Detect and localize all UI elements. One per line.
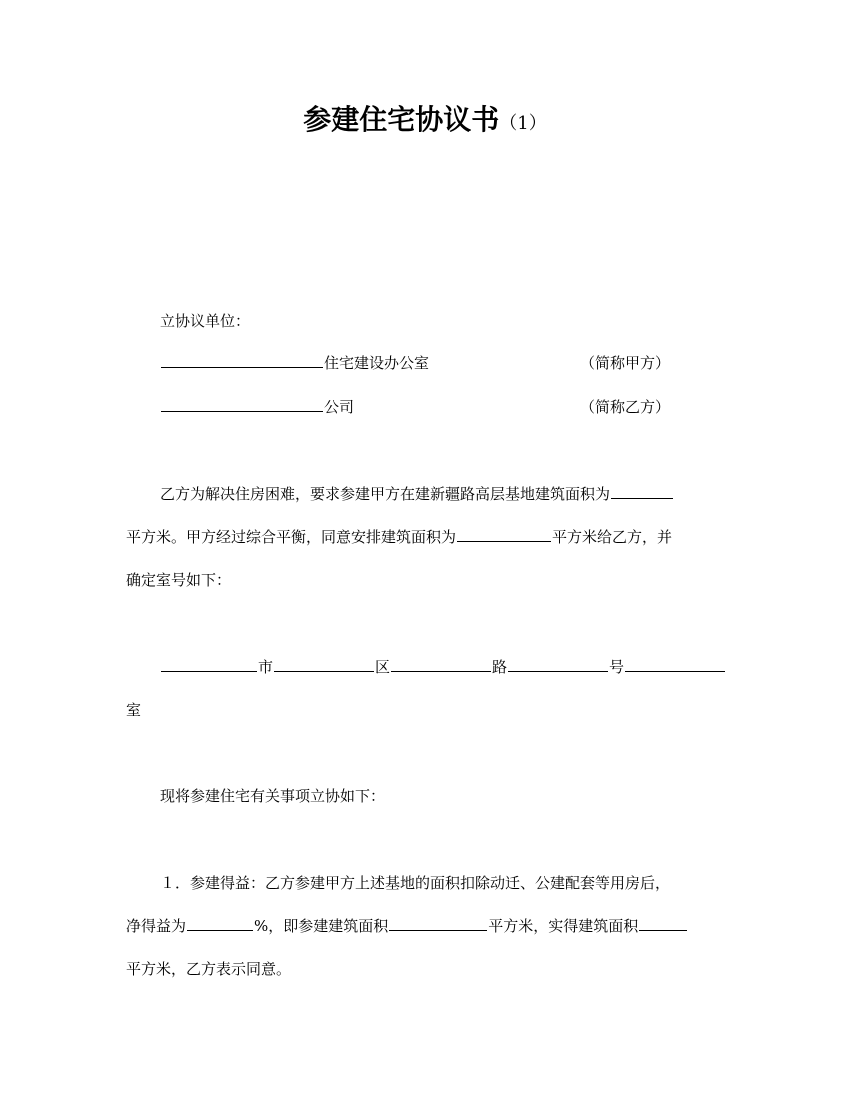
party-b-line [160,396,354,418]
actual-area-blank [639,916,687,931]
title-main: 参建住宅协议书 [303,103,500,136]
clause-1-text-c: 平方米，实得建筑面积 [488,917,639,935]
address-number: 号 [609,658,625,676]
intro-line-3: 确定室号如下： [126,571,232,589]
party-b-alias: （简称乙方） [580,398,671,416]
party-a-name: 住宅建设办公室 [324,354,430,372]
document-title [0,102,850,142]
intro-area-blank [611,484,673,499]
clause-1-line-3: 平方米，乙方表示同意。 [126,960,292,978]
clause-1-line-1: １．参建得益：乙方参建甲方上述基地的面积扣除动迁、公建配套等用房后， [160,874,671,892]
parties-heading: 立协议单位： [160,312,251,330]
address-city: 市 [258,658,274,676]
clause-1-line-2 [126,915,688,937]
intro-text-2a: 平方米。甲方经过综合平衡，同意安排建筑面积为 [126,528,457,546]
address-room: 室 [126,701,142,719]
matters-intro: 现将参建住宅有关事项立协如下： [160,787,386,805]
clause-1-text-b: %，即参建建筑面积 [254,917,389,935]
party-a-blank [161,353,323,368]
net-gain-blank [187,916,253,931]
road-blank [391,657,491,672]
address-road: 路 [492,658,508,676]
intro-line-2 [126,526,672,548]
room-blank [625,657,725,672]
clause-1-text-a: 净得益为 [126,917,187,935]
intro-allocated-blank [457,527,551,542]
number-blank [508,657,608,672]
title-suffix: （1） [499,113,547,134]
district-blank [274,657,374,672]
intro-text-1: 乙方为解决住房困难，要求参建甲方在建新疆路高层基地建筑面积为 [160,485,611,503]
party-a-alias: （简称甲方） [580,354,671,372]
address-line [160,656,726,678]
party-a-line [160,352,429,374]
address-district: 区 [375,658,391,676]
city-blank [161,657,257,672]
intro-line-1 [160,483,674,505]
party-b-name: 公司 [324,398,355,416]
party-b-blank [161,397,323,412]
build-area-blank [389,916,487,931]
intro-text-2b: 平方米给乙方，并 [552,528,673,546]
